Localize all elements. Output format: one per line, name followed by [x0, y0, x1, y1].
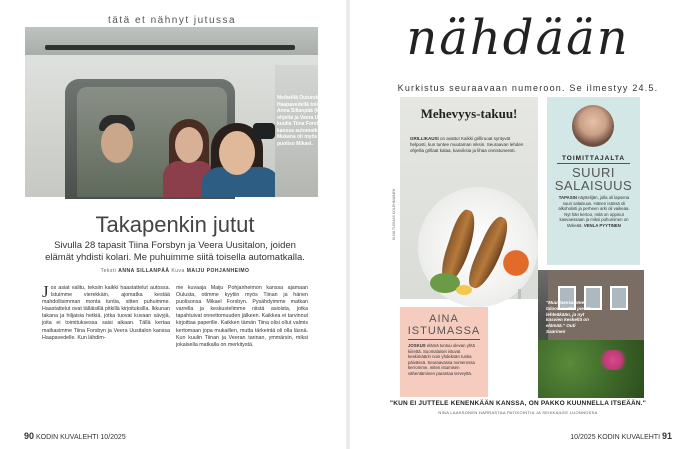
- body-column-1: [42, 282, 170, 342]
- car-roof: [25, 27, 318, 55]
- page-footer-left-text: KODIN KUVALEHTI 10/2025: [35, 434, 126, 441]
- body-text-1: os asiat valitu, teksiin kaikki haastattelut autossa. Istuimme vierekkäin, ajomatka kestää mahdollisimman monta tuntia, sitten puhuimme. Haastattelut ovat tälläisillä pitkillä kirjoituksilla. Ikkunan takana ja hiljaisia hetkiä, jotka tuovat kuvaan sävyjä, joita ei toimituksessa saisi aikaan. Tällä kertaa matkasimme Tiina Forsbyn ja Veera Uusitalon kanssa Haapavedelle. Kun lähdim-: [42, 285, 170, 341]
- garden-quote: "Muuttaessamme taloon ei ollut pientä lehteäkään, ja nyt kasvien keskellä on elämää." Outi Saarinen: [546, 300, 591, 334]
- section-subtitle: Kurkistus seuraavaan numeroon. Se ilmestyy 24.5.: [397, 83, 659, 93]
- grill-feature-text: [410, 136, 528, 154]
- driver-woman: [219, 131, 255, 175]
- sitting-feature-text: [408, 343, 482, 377]
- roof-rack: [45, 45, 295, 50]
- pull-quote: "KUN EI JUTTELE KENENKÄÄN KANSSA, ON PAKKO KUUNNELLA ITSEÄÄN.": [389, 400, 647, 407]
- page-footer-right: [570, 431, 672, 441]
- editor-signature: VENLA PYYTINEN: [583, 222, 621, 228]
- fork: [518, 289, 521, 299]
- body-text-2: me kuvaaja Maiju Pohjanheimon kanssa ajamaan Oulusta, otimme kyytiin myös Tiinan ja hänen puolisonsa Mikael Forsbyn. Pysähdyimme matkan varrella ja keskustelimme niistä asioista, jotka tapahtuivat onnettomuuden jälkeen. Kaikkea ei tarvinnut kirjoittaa paperille. Kaikken tämän Tiina olisi ollut valmis kertomaan jopa mukaillen, mutta tärkeintä oli olla läsnä. Kun kuulin Tiinan ja Veeran tarinan, ymmärsin, miksi jokaisella matkalla on merkitystä.: [176, 285, 308, 348]
- sauce-bowl: [500, 247, 532, 279]
- sitting-feature-lead: JOSKUS: [408, 343, 426, 348]
- passenger-man: [101, 123, 133, 163]
- section-script-title: nähdään: [406, 10, 630, 66]
- car-photo: [25, 27, 339, 197]
- garden-flowers: [593, 350, 633, 370]
- section-label: tätä et nähnyt jutussa: [108, 15, 237, 26]
- editor-lead: TAPASIN: [558, 195, 577, 200]
- photo-caption: Meikeillä Outunda Haapavedellä toimittaja Anna Sillanpää (keskellä) ohjeita ja Veera Ustolan ja kuulla Tiina Forsbyn kanssa automatkalla. Mukana oli myös Tiinan puoliso Mikael.: [277, 95, 339, 147]
- editor-divider: [557, 163, 630, 164]
- page-number-right: 91: [661, 431, 672, 441]
- pull-quote-credit: NINA LAAKSONEN HARRASTAA PATIKOINTIA JA SEIKKAILEE LUONNOSSA: [438, 410, 598, 415]
- editor-portrait: [572, 105, 614, 147]
- page-number-left: 90: [24, 431, 35, 441]
- grill-feature-card: [400, 97, 538, 299]
- editor-card: [547, 97, 640, 265]
- photo-credit-vertical: KUVA TUOMAS KOLEHMAINEN: [392, 188, 396, 240]
- house-window: [610, 286, 628, 310]
- editor-body: näyttelijän, jolla oli lapsena suuri salaisuus. Hänen isänsä oli alkoholisti ja perheen arki oli vaikeaa. Nyt hän kertoo, mitä on oppinut kasvaessaan ja miksi puhuminen on tärkeää.: [558, 195, 630, 228]
- editor-label: TOIMITTAJALTA: [561, 155, 626, 162]
- body-column-2: [176, 285, 308, 349]
- byline-photographer: MAIJU POHJANHEIMO: [186, 268, 250, 274]
- grill-feature-title: Mehevyys-takuu!: [420, 106, 518, 121]
- page-footer-right-text: 10/2025 KODIN KUVALEHTI: [570, 434, 661, 441]
- right-page: [348, 0, 696, 449]
- article-byline: [40, 268, 310, 274]
- sitting-feature-body: elämä tuntuu olevan yhtä kiirettä. Suomalaiset istuvat keskimäärin noin yhdeksän tuntia päivässä. Seuraavassa numerossa kerromme, miten istumisen vähentäminen parantaa terveyttä.: [408, 343, 475, 376]
- byline-author: ANNA SILLANPÄÄ: [118, 268, 170, 274]
- passenger-woman: [175, 127, 203, 163]
- sitting-feature-title: AINA ISTUMASSA: [407, 313, 481, 337]
- sitting-feature-divider: [408, 339, 480, 340]
- grill-feature-body: on avattu! Kaikki grilliruoat syntyvät helposti, kun tuntee muutaman niksin. Seuraavan lehden ohjeilla grillaat kalaa, kasviksia ja lihaa onnistuneesti.: [410, 136, 524, 153]
- article-intro: Sivulla 28 tapasit Tiina Forsbyn ja Veera Uusitalon, joiden elämät yhdisti kolari. Me puhuimme siitä toisella automatkalla.: [45, 240, 305, 263]
- garden-house-photo: [538, 270, 644, 398]
- side-mirror: [253, 123, 275, 139]
- article-headline: Takapenkin jutut: [95, 212, 255, 237]
- dropcap: J: [42, 282, 49, 301]
- page-footer-left: [24, 431, 126, 441]
- editor-title: SUURI SALAISUUS: [554, 165, 633, 193]
- sitting-feature-card: [400, 307, 488, 397]
- byline-text-label: Teksti: [100, 268, 117, 274]
- byline-photo-label: Kuva: [171, 268, 185, 274]
- editor-text: [556, 195, 632, 229]
- grill-feature-lead: GRILLIKAUSI: [410, 136, 439, 141]
- lemon-slice: [456, 285, 472, 295]
